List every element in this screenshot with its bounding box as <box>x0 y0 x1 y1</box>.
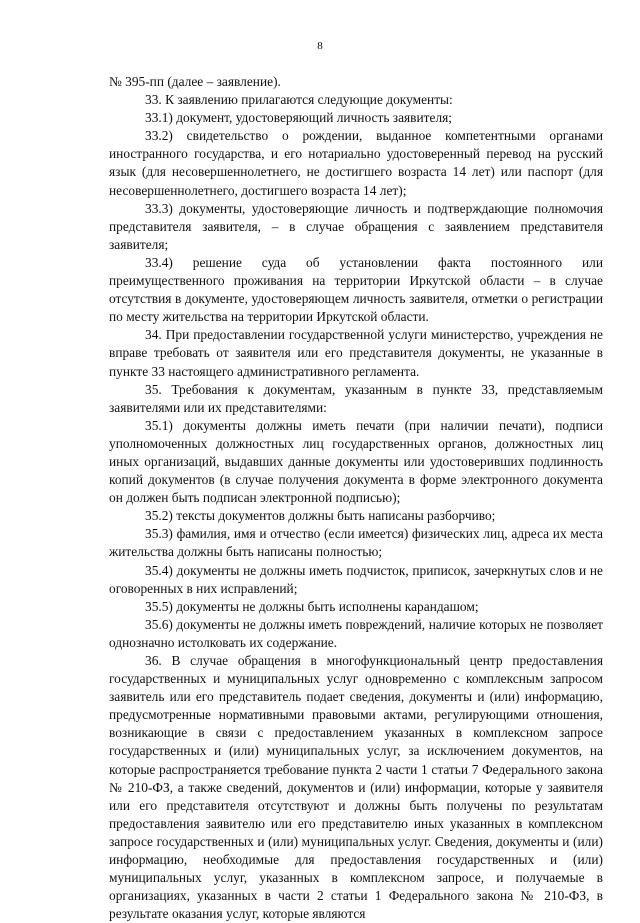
paragraph: 34. При предоставлении государственной услуги министерство, учреждения не вправе требовать от заявителя или его представителя документы, не указанные в пункте 33 настоящего административного регламента. <box>109 327 603 379</box>
page-number: 8 <box>317 40 323 52</box>
paragraph: 35.2) тексты документов должны быть написаны разборчиво; <box>145 508 496 524</box>
paragraph: 33.3) документы, удостоверяющие личность и подтверждающие полномочия представителя заявителя, – в случае обращения с заявлением представителя заявителя; <box>109 200 603 252</box>
paragraph: 33.4) решение суда об установлении факта постоянного или преимущественного проживания на территории Иркутской области – в случае отсутствия в документе, удостоверяющем личность заявителя, отметки о регистрации по месту жительства на территории Иркутской области. <box>109 254 603 325</box>
document-body <box>109 73 603 923</box>
paragraph: 35.5) документы не должны быть исполнены карандашом; <box>145 598 479 614</box>
paragraph: 33.2) свидетельство о рождении, выданное компетентными органами иностранного государства, и его нотариально удостоверенный перевод на русский язык (для несовершеннолетнего, не достигшего возраста 14 лет) или паспорт (для несовершеннолетнего, достигшего возраста 14 лет); <box>109 128 603 198</box>
paragraph: 35.3) фамилия, имя и отчество (если имеется) физических лиц, адреса их места жительства должны быть написаны полностью; <box>109 526 603 560</box>
paragraph: 35.6) документы не должны иметь повреждений, наличие которых не позволяет однозначно истолковать их содержание. <box>109 616 603 650</box>
paragraph: 35.1) документы должны иметь печати (при наличии печати), подписи уполномоченных должностных лиц государственных органов, должностных лиц иных организаций, выдавших данные документы или удостоверивших подлинность копий документов (в случае получения документа в форме электронного документа он должен быть подписан электронной подписью); <box>109 417 603 506</box>
paragraph: 36. В случае обращения в многофункциональный центр предоставления государственных и муниципальных услуг одновременно с комплексным запросом заявитель или его представитель подает сведения, документы и (или) информацию, предусмотренные нормативными правовыми актами, регулирующими отношения, возникающие в связи с предоставлением указанных в комплексном запросе государственных и (или) муниципальных услуг, за исключением документов, на которые распространяется требование пункта 2 части 1 статьи 7 Федерального закона № 210-ФЗ, а также сведений, документов и (или) информации, которые у заявителя или его представителя отсутствуют и должны быть получены по результатам предоставления заявителю или его представителю иных указанных в комплексном запросе государственных и (или) муниципальных услуг. Сведения, документы и (или) информацию, необходимые для предоставления государственных и (или) муниципальных услуг, указанных в комплексном запросе, и получаемые в организациях, указанных в части 2 статьи 1 Федерального закона № 210-ФЗ, в результате оказания услуг, которые являются <box>109 653 603 922</box>
paragraph: 35.4) документы не должны иметь подчисток, приписок, зачеркнутых слов и не оговоренных в них исправлений; <box>109 562 603 596</box>
paragraph: 35. Требования к документам, указанным в пункте 33, представляемым заявителями или их представителями: <box>109 381 603 415</box>
paragraph: 33. К заявлению прилагаются следующие документы: <box>145 92 453 108</box>
paragraph: 33.1) документ, удостоверяющий личность заявителя; <box>145 110 453 126</box>
paragraph: № 395-пп (далее – заявление). <box>109 74 281 89</box>
